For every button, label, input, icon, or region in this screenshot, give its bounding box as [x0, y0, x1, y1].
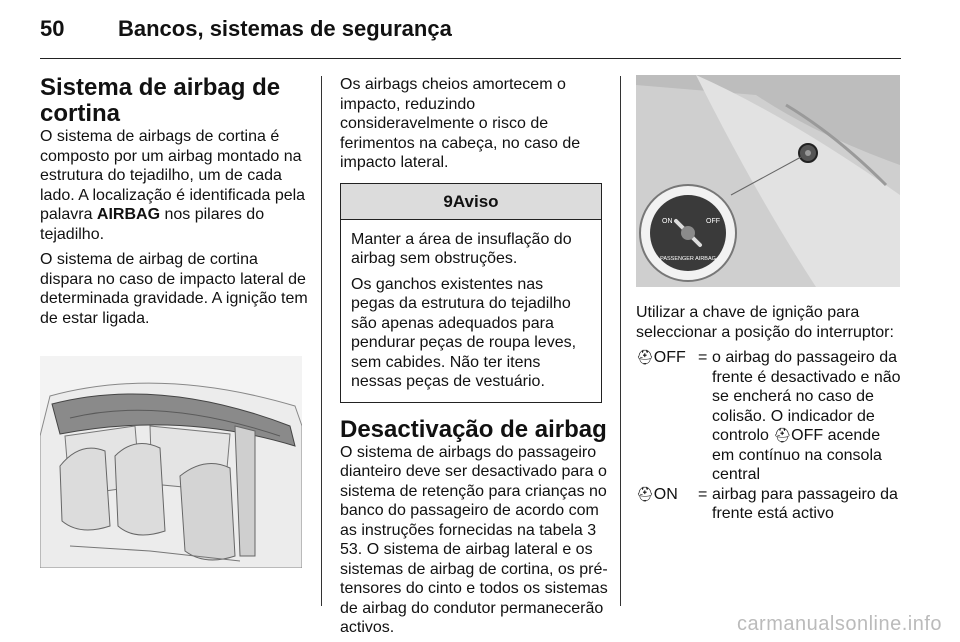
warning-triangle-icon: 9 — [443, 191, 453, 211]
warning-body — [341, 220, 601, 402]
definition-row-off: ⛑OFF = o airbag do passageiro da frente é desactivado e não se encherá no caso de colisão. O indicador de controlo ⛑OFF acende em contínuo na consola central — [636, 349, 901, 483]
airbag-off-icon: ⛑ — [636, 349, 654, 365]
page-header — [40, 16, 920, 60]
page-reference-arrow-icon: 3 — [587, 521, 597, 539]
switch-on-label: ON — [662, 218, 673, 225]
airbag-switch-photo — [636, 75, 900, 287]
switch-passenger-airbag-label: PASSENGER AIRBAG — [660, 256, 716, 262]
airbag-on-icon: ⛑ — [636, 485, 654, 502]
warning-box — [340, 183, 602, 403]
airbag-switch-drawing — [636, 75, 900, 287]
paragraph-deactivation: O sistema de airbags do passageiro dianteiro deve ser desactivado para o sistema de retenção para crianças no banco do passageiro de acordo com as instruções fornecidas na tabela 3 53. O sistema de airbag lateral e os sistemas de airbag de cortina, os pré-tensores do cinto e todos os sistemas de airbag do condutor permanecerão activos. — [340, 443, 608, 636]
column-deactivation — [340, 75, 608, 638]
section-heading-curtain-airbag: Sistema de airbag de cortina — [40, 74, 281, 127]
column-curtain-airbag — [40, 75, 308, 568]
paragraph-curtain-deployment: O sistema de airbag de cortina dispara no caso de impacto lateral de determinada gravidade. A ignição tem de estar ligada. — [40, 251, 308, 327]
curtain-airbag-illustration — [40, 356, 302, 568]
definition-row-on: ⛑ON = airbag para passageiro da frente está activo — [636, 485, 898, 522]
paragraph-airbag-cushioning: Os airbags cheios amortecem o impacto, reduzindo consideravelmente o risco de ferimentos na cabeça, no caso de impacto lateral. — [340, 76, 581, 171]
warning-paragraph-1: Manter a área de insuflação do airbag sem obstruções. — [351, 230, 572, 267]
chapter-title: Bancos, sistemas de segurança — [118, 16, 452, 41]
header-rule — [40, 58, 901, 59]
paragraph-switch-intro: Utilizar a chave de ignição para seleccionar a posição do interruptor: — [636, 304, 894, 341]
airbag-label: AIRBAG — [96, 206, 161, 223]
page-number: 50 — [40, 16, 65, 41]
paragraph-curtain-composition: O sistema de airbags de cortina é composto por um airbag montado na estrutura do tejadilho, um de cada lado. A localização é identificada pela palavra AIRBAG nos pilares do tejadilho. — [40, 128, 306, 243]
section-heading-deactivation: Desactivação de airbag — [340, 415, 607, 443]
airbag-off-indicator-icon: ⛑ — [773, 427, 792, 443]
car-interior-drawing — [40, 356, 302, 568]
switch-off-label: OFF — [706, 218, 720, 225]
column-divider-left — [321, 76, 322, 606]
warning-paragraph-2: Os ganchos existentes nas pegas da estrutura do tejadilho são apenas adequados para pendurar peças de roupa leves, sem cabides. Não ter itens nessas peças de vestuário. — [351, 275, 577, 390]
column-divider-right — [620, 76, 621, 606]
warning-title: Aviso — [452, 191, 499, 211]
warning-header — [341, 184, 601, 220]
watermark: carmanualsonline.info — [736, 613, 942, 635]
column-switch — [636, 75, 904, 524]
